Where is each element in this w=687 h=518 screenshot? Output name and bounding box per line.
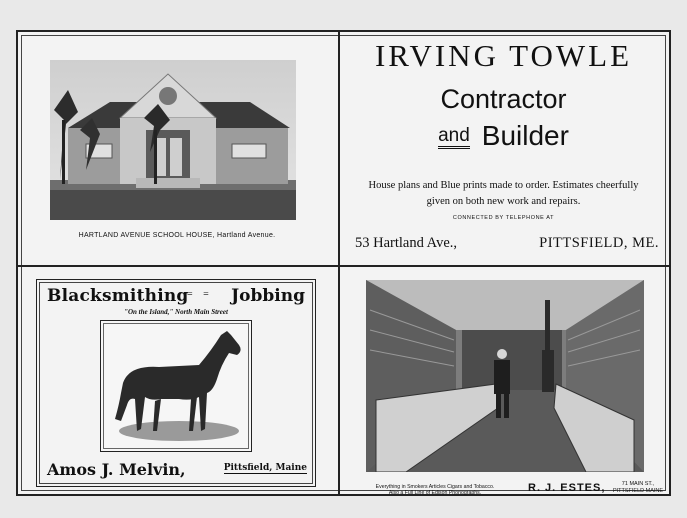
blacksmith-advertisement bbox=[36, 279, 316, 487]
estes-store-photo bbox=[366, 280, 644, 472]
estes-note bbox=[360, 484, 510, 496]
towle-description: House plans and Blue prints made to order. Estimates cheerfully given on both new work and repairs. bbox=[368, 180, 639, 207]
estes-address bbox=[603, 481, 673, 494]
towle-and: and bbox=[438, 125, 470, 149]
advertisement-frame bbox=[16, 30, 671, 496]
towle-address-line bbox=[355, 235, 659, 252]
horizontal-divider bbox=[18, 265, 669, 267]
towle-contractor: Contractor bbox=[440, 84, 567, 114]
blacksmith-location: "On the Island," North Main Street bbox=[124, 308, 228, 316]
towle-city: PITTSFIELD, ME. bbox=[539, 235, 659, 251]
estes-address-line-1: 71 MAIN ST., bbox=[621, 481, 655, 487]
towle-telephone: CONNECTED BY TELEPHONE AT bbox=[452, 215, 555, 221]
blacksmith-city: Pittsfield, Maine bbox=[223, 463, 307, 473]
blacksmith-jobbing: Jobbing bbox=[231, 286, 305, 306]
school-house-photo bbox=[50, 60, 296, 220]
towle-builder: Builder bbox=[481, 120, 569, 151]
blacksmith-owner: Amos J. Melvin, bbox=[47, 460, 186, 479]
horse-illustration-frame bbox=[100, 320, 252, 452]
towle-address: 53 Hartland Ave., bbox=[355, 235, 458, 251]
school-caption: HARTLAND AVENUE SCHOOL HOUSE, Hartland Avenue. bbox=[78, 232, 276, 239]
estes-name: R. J. ESTES, bbox=[528, 482, 606, 494]
estes-note-line-2: Also a Full Line of Edison Phonographs. bbox=[388, 490, 482, 496]
estes-address-line-2: PITTSFIELD MAINE bbox=[612, 487, 664, 494]
estes-note-line-1: Everything in Smokers Articles Cigars and Tobacco. bbox=[375, 484, 495, 490]
towle-name: IRVING TOWLE bbox=[374, 38, 633, 73]
blacksmith-separator: = = bbox=[187, 289, 213, 300]
blacksmith-title: Blacksmithing bbox=[47, 286, 189, 306]
horse-illustration bbox=[101, 321, 251, 451]
towle-advertisement bbox=[340, 32, 667, 265]
towle-and-builder bbox=[340, 120, 667, 152]
